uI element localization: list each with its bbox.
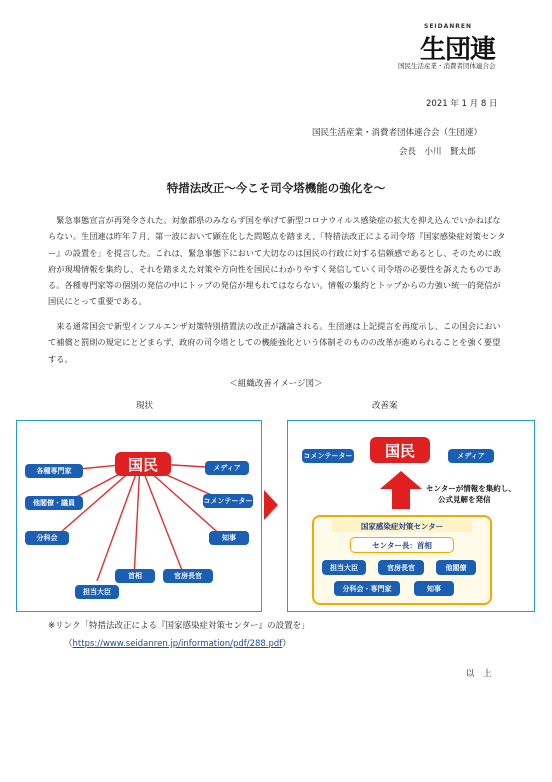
diagram-caption: ＜組織改善イメージ図＞ (229, 379, 323, 389)
center-head-pm: センター長：首相 (350, 537, 454, 553)
node-media: メディア (205, 461, 249, 475)
node-commentator: コメンテーター (203, 494, 253, 508)
annotation-line-1: センターが情報を集約し、 (426, 484, 516, 493)
transition-arrow-icon (264, 490, 278, 520)
organization-name: 国民生活産業・消費者団体連合会（生団連） (312, 128, 483, 138)
closing-text: 以 上 (466, 669, 492, 679)
annotation-line-2: 公式見解を発信 (438, 495, 491, 504)
node-subcommittee: 分科会 (25, 531, 69, 545)
center-box-label: 国家感染症対策センター (332, 520, 472, 532)
member-other-ministers: 他閣僚 (436, 560, 476, 575)
node-prime-minister: 首相 (115, 569, 155, 583)
chair-name: 会長 小川 賢太郎 (399, 147, 476, 157)
improved-panel-title: 改善案 (372, 401, 398, 411)
logo-subtitle: 国民生活産業・消費者団体連合会 (398, 62, 496, 70)
link-label: ※リンク「特措法改正による『国家感染症対策センター』の設置を」 (48, 621, 310, 631)
improved-panel (287, 420, 535, 612)
reference-pdf-link[interactable]: https://www.seidanren.jp/information/pdf/288.pdf (72, 639, 283, 649)
improved-node-commentator: コメンテーター (302, 449, 354, 463)
current-panel-title: 現状 (136, 401, 154, 411)
improved-center-kokumin: 国民 (370, 437, 430, 463)
member-subcommittee-specialists: 分科会・専門家 (334, 581, 400, 596)
member-chief-cabinet-secretary: 官房長官 (378, 560, 424, 575)
document-date: 2021 年 1 月 8 日 (426, 99, 498, 109)
link-url-line (64, 637, 291, 649)
node-other-ministers: 他閣僚・議員 (25, 496, 83, 510)
node-minister-in-charge: 担当大臣 (75, 585, 119, 599)
member-minister-in-charge: 担当大臣 (322, 560, 366, 575)
up-arrow-icon (380, 471, 422, 509)
paragraph-1: 緊急事態宣言が再発令された。対象都県のみならず国を挙げて新型コロナウイルス感染症の拡大を抑え込んでいかねばならない。生団連は昨年７月、第一波において顕在化した問題点を踏まえ、「特措法改正による司令塔『国家感染症対策センター』の設置を」を提言した。これは、緊急事態下において大切なのは国民の行政に対する信頼感であるとし、そのために政府が現場情報を集約し、それを踏まえた対策や方向性を国民にわかりやすく発信していく司令塔の必要性を訴えたものである。各種専門家等の個別の発信の中にトップの発信が埋もれてはならない。情報の集約とトップからの力強い統一的発信が国民にとって重要である。 (48, 215, 506, 307)
document-title: 特措法改正～今こそ司令塔機能の強化を～ (166, 181, 386, 195)
logo-kanji: 生団連 (420, 35, 496, 65)
infection-control-center-box (312, 515, 492, 605)
improved-node-media: メディア (448, 449, 494, 463)
current-center-kokumin: 国民 (115, 452, 171, 476)
node-chief-cabinet-secretary: 官房長官 (163, 569, 213, 583)
paragraph-2: 来る通常国会で新型インフルエンザ対策特別措置法の改正が議論される。生団連は上記提言を再度示し、この国会において補償と罰則の規定にとどまらず、政府の司令塔としての機能強化という体制そのものの改革が進められることを強く要望する。 (48, 321, 501, 364)
current-panel (16, 420, 262, 612)
node-governor: 知事 (209, 531, 249, 545)
logo-english: SEIDANREN (424, 23, 473, 30)
link-close-paren: ） (282, 639, 291, 649)
link-open-paren: （ (64, 639, 73, 649)
member-governor: 知事 (414, 581, 454, 596)
node-specialists: 各種専門家 (25, 464, 83, 478)
